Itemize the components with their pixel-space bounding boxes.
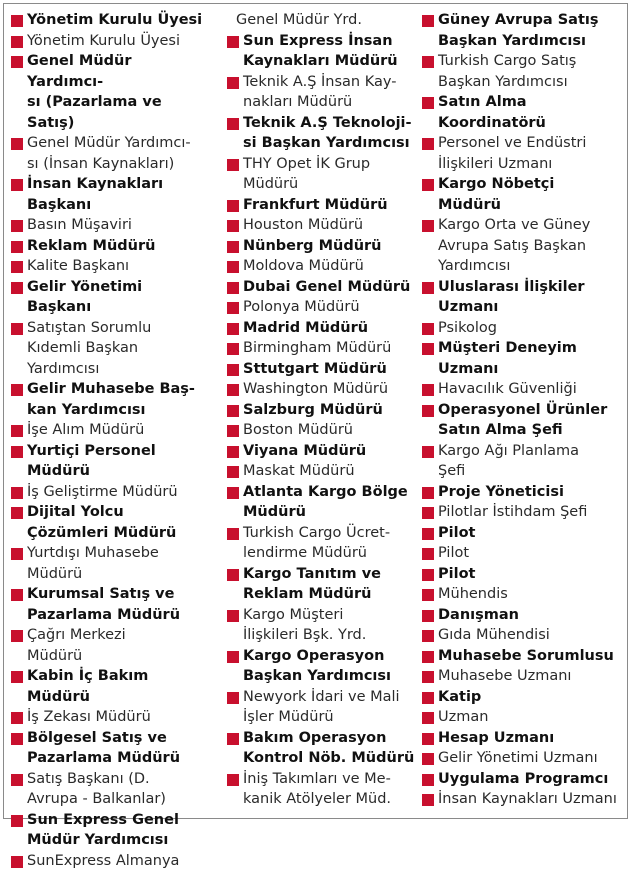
position-list-item: Kargo Tanıtım ve Reklam Müdürü — [226, 564, 424, 605]
position-list-item: Washington Müdürü — [226, 379, 424, 400]
position-list-item: Havacılık Güvenliği — [421, 379, 619, 400]
position-list-item: Kurumsal Satış ve Pazarlama Müdürü — [10, 584, 208, 625]
position-list-item: Çağrı Merkezi Müdürü — [10, 625, 208, 666]
position-list-item: Polonya Müdürü — [226, 297, 424, 318]
position-list-item: Bölgesel Satış ve Pazarlama Müdürü — [10, 728, 208, 769]
position-list-item: Kargo Nöbetçi Müdürü — [421, 174, 619, 215]
position-list-item: Gelir Yönetimi Uzmanı — [421, 748, 619, 769]
position-list-item: Kargo Orta ve Güney Avrupa Satış Başkan Yardımcısı — [421, 215, 619, 277]
column-3 — [421, 10, 619, 810]
position-list-item: Dubai Genel Müdürü — [226, 277, 424, 298]
position-list-item: Sttutgart Müdürü — [226, 359, 424, 380]
position-list-item: Frankfurt Müdürü — [226, 195, 424, 216]
position-list-item: Psikolog — [421, 318, 619, 339]
position-list-item: Pilot — [421, 543, 619, 564]
position-list-item: Muhasebe Sorumlusu — [421, 646, 619, 667]
position-list-item: Genel Müdür Yardımcı- sı (Pazarlama ve Satış) — [10, 51, 208, 133]
position-list-item: Reklam Müdürü — [10, 236, 208, 257]
position-list-item: Pilotlar İstihdam Şefi — [421, 502, 619, 523]
position-list-item: Muhasebe Uzmanı — [421, 666, 619, 687]
position-list-item: İşe Alım Müdürü — [10, 420, 208, 441]
position-list-item: Bakım Operasyon Kontrol Nöb. Müdürü — [226, 728, 424, 769]
position-list-item: Uygulama Programcı — [421, 769, 619, 790]
position-list-item: Operasyonel Ürünler Satın Alma Şefi — [421, 400, 619, 441]
position-list-item: Personel ve Endüstri İlişkileri Uzmanı — [421, 133, 619, 174]
position-list-item: Hesap Uzmanı — [421, 728, 619, 749]
position-list-item: Müşteri Deneyim Uzmanı — [421, 338, 619, 379]
position-list-item: Moldova Müdürü — [226, 256, 424, 277]
column-2 — [226, 10, 424, 810]
position-list-item: İnsan Kaynakları Uzmanı — [421, 789, 619, 810]
position-list-item: Uluslarası İlişkiler Uzmanı — [421, 277, 619, 318]
position-list-item: Proje Yöneticisi — [421, 482, 619, 503]
column-1 — [10, 10, 208, 871]
position-list-item: Nünberg Müdürü — [226, 236, 424, 257]
position-list-item: İş Zekası Müdürü — [10, 707, 208, 728]
position-list-item: Pilot — [421, 564, 619, 585]
position-list-item: Satış Başkanı (D. Avrupa - Balkanlar) — [10, 769, 208, 810]
position-list-item: Kargo Müşteri İlişkileri Bşk. Yrd. — [226, 605, 424, 646]
position-list-item: Genel Müdür Yrd. — [226, 10, 424, 31]
position-list-item: Kargo Operasyon Başkan Yardımcısı — [226, 646, 424, 687]
position-list-item: SunExpress Almanya — [10, 851, 208, 871]
position-list-item: Atlanta Kargo Bölge Müdürü — [226, 482, 424, 523]
position-list-item: Satıştan Sorumlu Kıdemli Başkan Yardımcısı — [10, 318, 208, 380]
position-list-item: Güney Avrupa Satış Başkan Yardımcısı — [421, 10, 619, 51]
position-list-item: Mühendis — [421, 584, 619, 605]
position-list-item: Pilot — [421, 523, 619, 544]
position-list-item: Danışman — [421, 605, 619, 626]
position-list-item: Yurtdışı Muhasebe Müdürü — [10, 543, 208, 584]
position-list-item: Kabin İç Bakım Müdürü — [10, 666, 208, 707]
position-list-item: Teknik A.Ş İnsan Kay- nakları Müdürü — [226, 72, 424, 113]
position-list-item: Gelir Yönetimi Başkanı — [10, 277, 208, 318]
position-list-item: Katip — [421, 687, 619, 708]
position-list-item: Madrid Müdürü — [226, 318, 424, 339]
position-list-item: Teknik A.Ş Teknoloji- si Başkan Yardımcısı — [226, 113, 424, 154]
position-list-item: Birmingham Müdürü — [226, 338, 424, 359]
position-list-item: Kargo Ağı Planlama Şefi — [421, 441, 619, 482]
position-list-item: İş Geliştirme Müdürü — [10, 482, 208, 503]
position-list-item: Yönetim Kurulu Üyesi — [10, 10, 208, 31]
position-list-item: Sun Express İnsan Kaynakları Müdürü — [226, 31, 424, 72]
position-list-item: Viyana Müdürü — [226, 441, 424, 462]
position-list-item: Yurtiçi Personel Müdürü — [10, 441, 208, 482]
position-list-item: İniş Takımları ve Me- kanik Atölyeler Müd. — [226, 769, 424, 810]
position-list-item: Sun Express Genel Müdür Yardımcısı — [10, 810, 208, 851]
position-list-item: Maskat Müdürü — [226, 461, 424, 482]
position-list-item: Dijital Yolcu Çözümleri Müdürü — [10, 502, 208, 543]
position-list-box — [3, 3, 628, 819]
position-list-item: THY Opet İK Grup Müdürü — [226, 154, 424, 195]
position-list-item: Satın Alma Koordinatörü — [421, 92, 619, 133]
position-list-item: Boston Müdürü — [226, 420, 424, 441]
position-list-item: Turkish Cargo Satış Başkan Yardımcısı — [421, 51, 619, 92]
position-list-item: Uzman — [421, 707, 619, 728]
position-list-item: Turkish Cargo Ücret- lendirme Müdürü — [226, 523, 424, 564]
position-list-item: Yönetim Kurulu Üyesi — [10, 31, 208, 52]
position-list-item: Gıda Mühendisi — [421, 625, 619, 646]
position-list-item: Salzburg Müdürü — [226, 400, 424, 421]
position-list-item: Kalite Başkanı — [10, 256, 208, 277]
position-list-item: Basın Müşaviri — [10, 215, 208, 236]
position-list-item: Houston Müdürü — [226, 215, 424, 236]
position-list-item: Newyork İdari ve Mali İşler Müdürü — [226, 687, 424, 728]
position-list-item: Genel Müdür Yardımcı- sı (İnsan Kaynakları) — [10, 133, 208, 174]
position-list-item: Gelir Muhasebe Baş- kan Yardımcısı — [10, 379, 208, 420]
position-list-item: İnsan Kaynakları Başkanı — [10, 174, 208, 215]
